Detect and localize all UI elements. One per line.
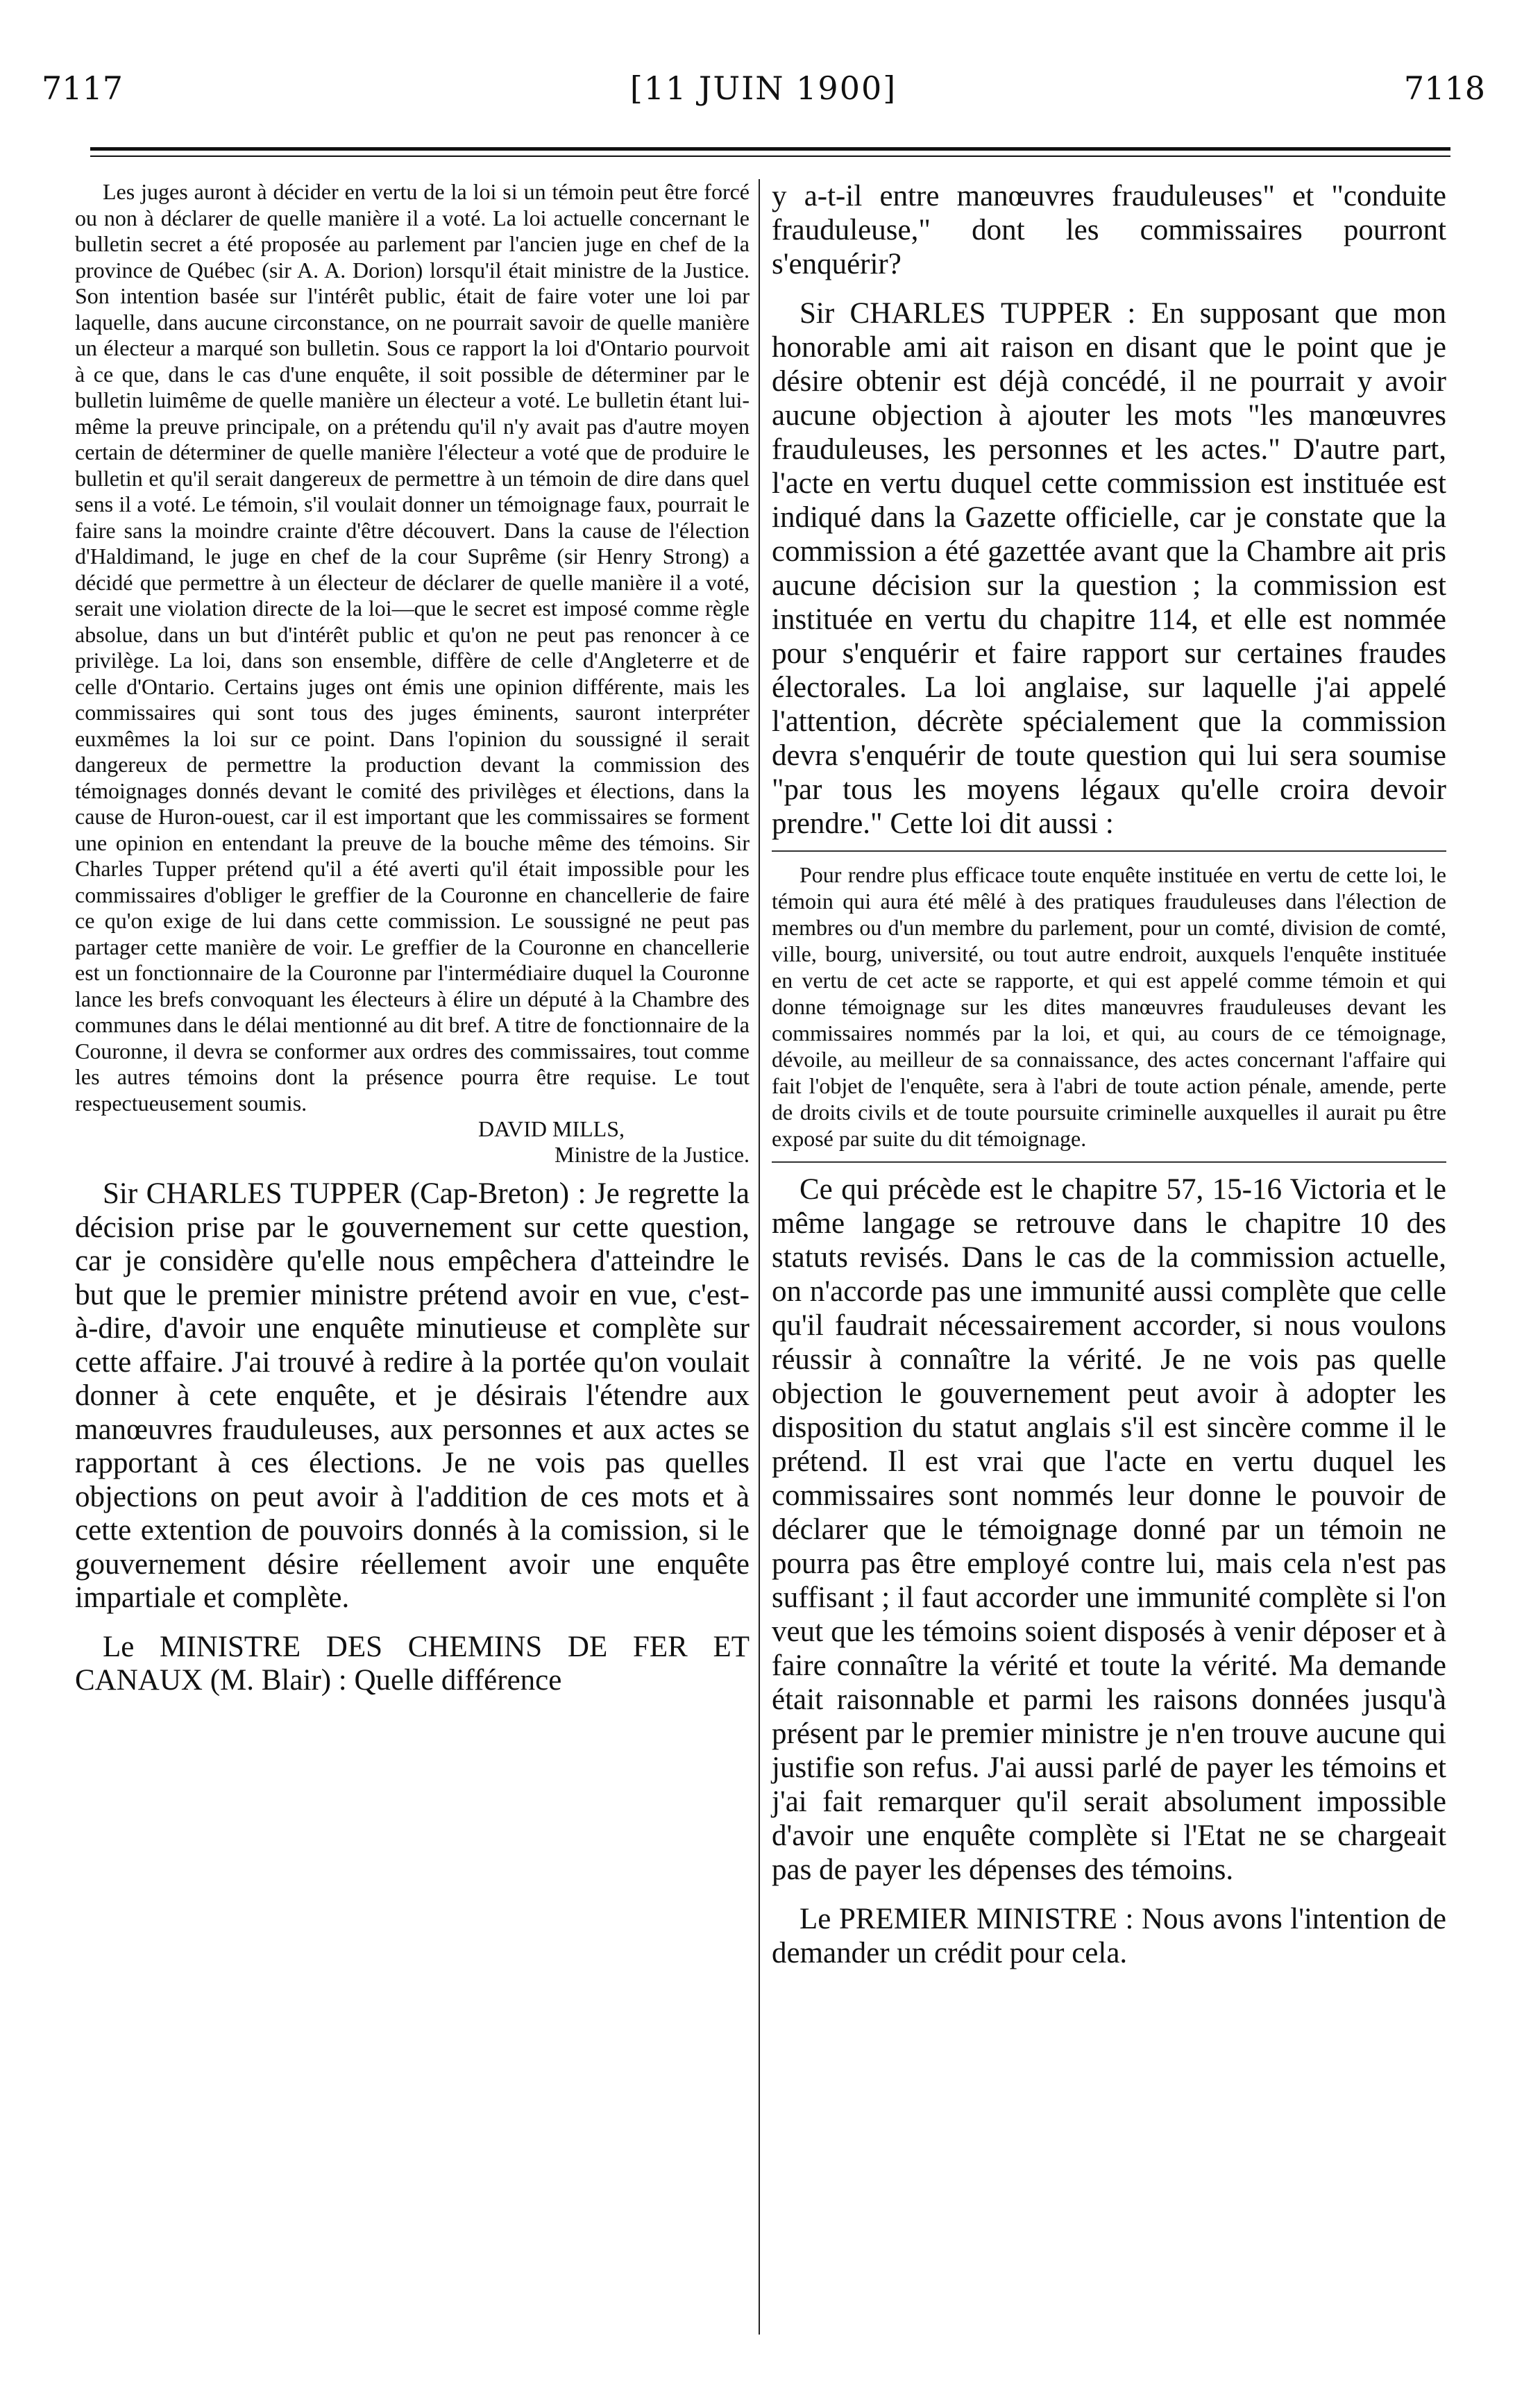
right-column: [772, 179, 1446, 1970]
minister-report-paragraph: Les juges auront à décider en vertu de la loi si un témoin peut être forcé ou non à déclarer de quelle manière il a voté. La loi actuelle concernant le bulletin secret a été proposée au parlement par l'ancien juge en chef de la province de Québec (sir A. A. Dorion) lorsqu'il était ministre de la Justice. Son intention basée sur l'intérêt public, était de faire voter une loi par laquelle, dans aucune circonstance, on ne pourrait savoir de quelle manière un électeur a marqué son bulletin. Sous ce rapport la loi d'Ontario pourvoit à ce que, dans le cas d'une enquête, il soit possible de déterminer par le bulletin luimême de quelle manière un électeur a voté. Le bulletin étant lui-même la preuve principale, on a prétendu qu'il n'y avait pas d'autre moyen certain de déterminer de quelle manière l'électeur a voté que de produire le bulletin et qu'il serait dangereux de permettre à un témoin de dire dans quel sens il a voté. Le témoin, s'il voulait donner un témoignage faux, pourrait le faire sans la moindre crainte d'être découvert. Dans la cause de l'élection d'Haldimand, le juge en chef de la cour Suprême (sir Henry Strong) a décidé que permettre à un électeur de déclarer de quelle manière il a voté, serait une violation directe de la loi—que le secret est imposé comme règle absolue, dans un but d'intérêt public et qu'on ne peut pas renoncer à ce privilège. La loi, dans son ensemble, diffère de celle d'Angleterre et de celle d'Ontario. Certains juges ont émis une opinion différente, mais les commissaires qui sont tous des juges éminents, sauront interpréter euxmêmes la loi sur ce point. Dans l'opinion du soussigné il serait dangereux de permettre la production devant la commission des témoignages donnés devant le comité des privilèges et élections, dans la cause de Huron-ouest, car il est important que les commissaires se forment une opinion en entendant la preuve de la bouche même des témoins. Sir Charles Tupper prétend qu'il a été averti qu'il était impossible pour les commissaires d'obliger le greffier de la Couronne en chancellerie de faire ce qu'on exige de lui dans cette commission. Le soussigné ne peut pas partager cette manière de voir. Le greffier de la Couronne en chancellerie est un fonctionnaire de la Couronne par l'intermédiaire duquel la Couronne lance les brefs convoquant les électeurs à élire un député à la Chambre des communes dans le délai mentionné au dit bref. A titre de fonctionnaire de la Couronne, il devra se conformer aux ordres des commissaires, tout comme les autres témoins dont la présence pourra être requise. Le tout respectueusement soumis.: [75, 179, 750, 1116]
tupper-speech-paragraph: Sir CHARLES TUPPER (Cap-Breton) : Je regrette la décision prise par le gouvernement sur cette question, car je considère qu'elle nous empêchera d'atteindre le but que le premier ministre prétend avoir en vue, c'est-à-dire, d'avoir une enquête minutieuse et complète sur cette affaire. J'ai trouvé à redire à la portée qu'on voulait donner à cete enquête, et je désirais l'étendre aux manœuvres frauduleuses, aux personnes et aux actes se rapportant à ces élections. Je ne vois pas quelles objections on peut avoir à l'addition de ces mots et à cette extention de pouvoirs donnés à la comission, si le gouvernement désire réellement avoir une enquête impartiale et complète.: [75, 1177, 750, 1614]
page-header: [42, 69, 1485, 118]
blair-speech-paragraph: Le MINISTRE DES CHEMINS DE FER ET CANAUX (M. Blair) : Quelle différence: [75, 1630, 750, 1697]
signature-name: DAVID MILLS,: [478, 1116, 625, 1141]
column-divider: [759, 179, 760, 2335]
quote-rule-bottom: [772, 1161, 1446, 1163]
header-date: [11 JUIN 1900]: [629, 69, 897, 107]
header-rule-thin: [90, 155, 1450, 157]
blair-question-continuation: y a-t-il entre manœuvres frauduleuses" et "conduite frauduleuse," dont les commissaires pourront s'enquérir?: [772, 180, 1446, 280]
left-column: [75, 179, 750, 1698]
quote-rule-top: [772, 850, 1446, 852]
prime-minister-reply-paragraph: Le PREMIER MINISTRE : Nous avons l'intention de demander un crédit pour cela.: [772, 1903, 1446, 1969]
header-rule-thick: [90, 147, 1450, 151]
signature-title: Ministre de la Justice.: [555, 1142, 750, 1167]
tupper-reply-paragraph: Sir CHARLES TUPPER : En supposant que mon honorable ami ait raison en disant que le point que je désire obtenir est déjà concédé, il ne pourrait y avoir aucune objection à ajouter les mots "les manœuvres frauduleuses, les personnes et les actes." D'autre part, l'acte en vertu duquel cette commission est instituée est indiqué dans la Gazette officielle, car je constate que la commission a été gazettée avant que la Chambre ait pris aucune décision sur la question ; la commission est instituée en vertu du chapitre 114, et elle est nommée pour s'enquérir et faire rapport sur certaines fraudes électorales. La loi anglaise, sur laquelle j'ai appelé l'attention, décrète spécialement que la commission devra s'enquérir de toute question qui lui sera soumise "par tous les moyens légaux qu'elle croira devoir prendre." Cette loi dit aussi :: [772, 297, 1446, 840]
page-number-right: 7118: [1403, 69, 1485, 107]
tupper-continuation-paragraph: Ce qui précède est le chapitre 57, 15-16 Victoria et le même langage se retrouve dans le chapitre 10 des statuts revisés. Dans le cas de la commission actuelle, on n'accorde pas une immunité aussi complète que celle qu'il faudrait nécessairement accorder, si nous voulons réussir à connaître la vérité. Je ne vois pas quelle objection le gouvernement peut avoir à adopter les disposition du statut anglais s'il est sincère comme il le prétend. Il est vrai que l'acte en vertu duquel les commissaires sont nommés leur donne le pouvoir de déclarer que le témoignage donné par un témoin ne pourra pas être employé contre lui, mais cela n'est pas suffisant ; il faut accorder une immunité complète si l'on veut que les témoins soient disposés à venir déposer et à faire connaître la vérité et toute la vérité. Ma demande était raisonnable et parmi les raisons données jusqu'à présent par le premier ministre je n'en trouve aucune qui justifie son refus. J'ai aussi parlé de payer les témoins et j'ai fait remarquer qu'il serait absolument impossible d'avoir une enquête complète si l'Etat ne se chargeait pas de payer les dépenses des témoins.: [772, 1173, 1446, 1886]
page-number-left: 7117: [42, 69, 124, 107]
statute-quote-paragraph: Pour rendre plus efficace toute enquête instituée en vertu de cette loi, le témoin qui aura été mêlé à des pratiques frauduleuses dans l'élection de membres ou d'un membre du parlement, pour un comté, division de comté, ville, bourg, université, ou tout autre endroit, auxquels l'enquête instituée en vertu de cet acte se rapporte, et qui est appelé comme témoin et qui donne témoignage sur les dites manœuvres frauduleuses devant les commissaires nommés par la loi, et qui, au cours de ce témoignage, dévoile, au meilleur de sa connaissance, des actes concernant l'affaire qui fait l'objet de l'enquête, sera à l'abri de toute action pénale, amende, perte de droits civils et de toute poursuite criminelle auxquelles il aurait pu être exposé par suite du dit témoignage.: [772, 862, 1446, 1151]
